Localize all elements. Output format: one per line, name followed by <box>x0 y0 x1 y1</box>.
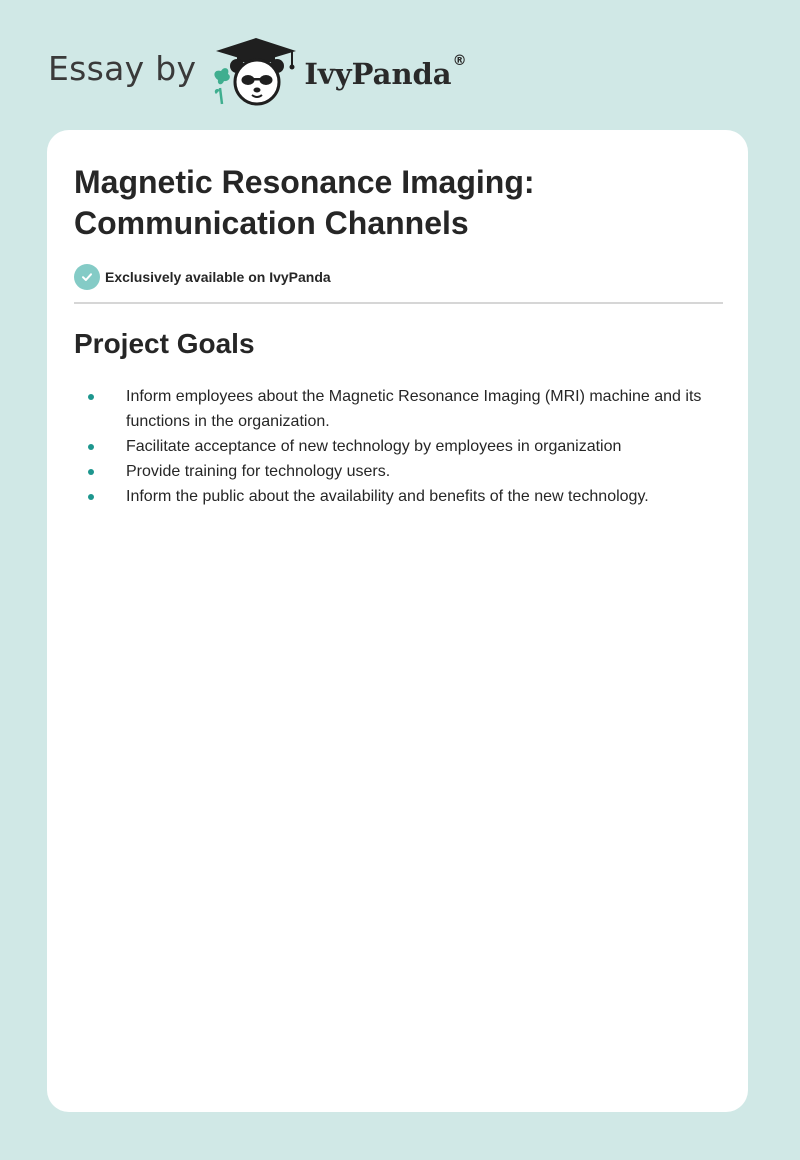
bullet-icon <box>88 494 94 500</box>
exclusive-label: Exclusively available on IvyPanda <box>105 268 331 285</box>
bullet-icon <box>88 394 94 400</box>
bullet-icon <box>88 469 94 475</box>
list-item <box>126 484 716 509</box>
goal-text: Provide training for technology users. <box>126 463 391 480</box>
goal-text: Inform the public about the availability and benefits of the new technology. <box>126 488 649 505</box>
exclusive-badge <box>74 263 331 290</box>
registered-mark: ® <box>452 53 467 69</box>
list-item <box>126 384 716 434</box>
essay-card <box>47 130 748 1112</box>
essay-by-label: Essay by <box>48 48 197 88</box>
goal-text: Inform employees about the Magnetic Resonance Imaging (MRI) machine and its functions in the organization. <box>126 388 702 430</box>
divider <box>74 302 723 304</box>
essay-title: Magnetic Resonance Imaging: Communication Channels <box>74 164 535 241</box>
brand-name: IvyPanda <box>304 57 452 91</box>
goal-text: Facilitate acceptance of new technology by employees in organization <box>126 438 622 455</box>
goals-list <box>126 384 716 509</box>
list-item <box>126 434 716 459</box>
section-heading: Project Goals <box>74 328 255 359</box>
list-item <box>126 459 716 484</box>
bullet-icon <box>88 444 94 450</box>
check-icon <box>74 264 100 290</box>
panda-graduate-logo-icon <box>210 36 302 108</box>
site-header <box>48 36 467 108</box>
